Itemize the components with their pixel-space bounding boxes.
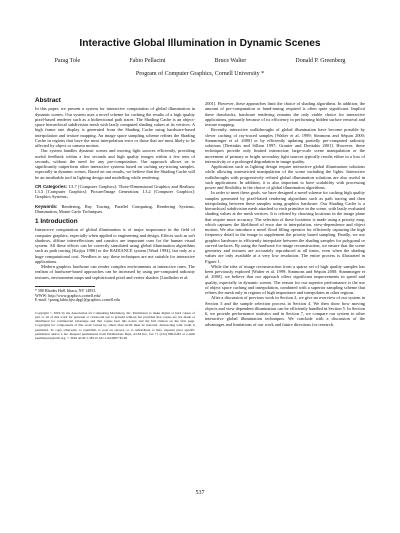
body-paragraph: Modern graphics hardware can render complex environments at interactive rates. The realism of hardware-based approaches can be increased by using pre-computed radiosity textures, environment maps and sophisticated pixel and vertex shaders [Lindholm et al.: [35, 264, 195, 280]
right-column: [205, 101, 365, 327]
body-paragraph: While the idea of image reconstruction from a sparse set of high quality samples has been previously explored [Walter et al. 1999; Simmons and Séquin 2000; Stamminger et al. 2000], we believe that our approach offers significant improvements in speed and quality, especially in dynamic scenes. The reason for our superior performance is the use of object space caching and interpolation, combined with a superior sampling scheme that refines the mesh only in regions of high importance and interpolates in other regions.: [205, 263, 365, 295]
cr-label: CR Categories:: [35, 183, 68, 189]
footnote-line: * 580 Rhodes Hall, Ithaca, NY 14853.: [35, 287, 97, 293]
section-heading: 1 Introduction: [35, 218, 78, 225]
body-paragraph: In order to meet these goals, we have designed a novel scheme for caching high quality samples generated by pixel-based rendering algorithms such as path tracing and then interpolating between these samples using graphics hardware. Our Shading Cache is a hierarchical subdivision mesh attached to each primitive in the scene, with lazily evaluated shading values at the mesh vertices. It is refined by choosing locations in the image plane that require more accuracy. The selection of these locations is made using a priority map, which captures the likelihood of error due to interpolation, view-dependence and object motion. We also introduce a novel flood filling operator for efficiently capturing the high frequency detail in the image to supplement the priority based sampling. Finally, we use graphics hardware to efficiently interpolate between the shading samples for polygonal or curved surfaces. By using the hardware for image reconstruction, we ensure that the scene geometry and textures are accurately reproduced at all times, even when the shading values are only available at a very low resolution. The entire process is illustrated in Figure 1.: [205, 190, 365, 264]
footnote-divider: [35, 286, 95, 287]
author-list: [30, 58, 370, 64]
author-name: Fabio Pellacini: [129, 58, 166, 64]
abstract-heading: Abstract: [35, 97, 61, 104]
left-column: [35, 98, 195, 340]
keywords-text: Rendering, Ray Tracing, Parallel Computing, Rendering Systems, Illumination, Monte Carlo Techniques: [35, 203, 195, 214]
copyright-notice: Copyright © 2002 by the Association for Computing Machinery, Inc. Permission to make digital or hard copies of part or all of this work for personal or classroom use is granted without fee provided that copies are not made or distributed for commercial advantage and that copies bear this notice and the full citation on the first page. Copyrights for components of this work owned by others than ACM must be honored. Abstracting with credit is permitted. To copy otherwise, to republish, to post on servers, or to redistribute to lists, requires prior specific permission and/or a fee. Request permissions from Permissions Dept, ACM Inc., fax +1 (212) 869-0481 or e-mail permissions@acm.org. © 2002 ACM 1-58113-521-1/02/0007 $5.00: [35, 311, 195, 340]
author-name: Bruce Walter: [214, 58, 247, 64]
body-paragraph: Interactive computation of global illumination is of major importance in the field of computer graphics, especially when applied to engineering and design. Effects such as soft shadows, diffuse interreflections and caustics are important cues for the human visual system. All these effects can be correctly simulated using global illumination algorithms such as path tracing [Kajiya 1986] or the RADIANCE system [Ward 1994], but only at a huge computational cost. Needless to say, these techniques are not suitable for interactive applications.: [35, 227, 195, 264]
body-paragraph: Applications such as lighting design require interactive global illumination solutions while allowing unrestricted manipulation of the scene including the lights. Interactive walkthroughs with progressively refined global illumination solutions are also useful in such applications. In addition, it is also important to have scalability with processing power and flexibility in the choice of global illumination algorithms.: [205, 164, 365, 190]
cr-categories: [35, 184, 195, 200]
abstract-paragraph: Our system handles dynamic scenes and moving light sources efficiently, providing useful feedback within a few seconds and high quality images within a few tens of seconds, without the need for any pre-computation. Our approach allows us to significantly outperform other interactive systems based on caching ray-tracing samples, especially in dynamic scenes. Based on our results, we believe that the Shading Cache will be an invaluable tool in lighting design and modelling while rendering.: [35, 148, 195, 180]
body-paragraph: After a discussion of previous work in Section 2, we give an overview of our system in Section 3 and the sample selection process in Section 4. We then show how moving objects and view dependent illumination can be efficiently handled in Section 5. In Section 6, we provide performance statistics and in Section 7, we compare our system to other interactive global illumination techniques. We conclude with a discussion of the advantages and limitations of our work and future directions for research.: [205, 295, 365, 327]
author-name: Parag Tole: [54, 58, 81, 64]
footnote-line: E-mail: {parag,fabio,bjw,dpg}@graphics.cornell.edu: [35, 297, 120, 303]
keywords-label: Keywords:: [35, 203, 58, 209]
body-paragraph: 2001]. However, these approaches limit the choice of shading algorithms. In addition, the amount of pre-computation or hand-tuning required is often quite significant. Implicit these drawbacks, hardware rendering remains the only viable choice for interactive applications, primarily because of its efficiency in performing hidden surface removal and texture mapping.: [205, 101, 365, 127]
body-paragraph: Recently, interactive walkthroughs of global illumination have become possible by clever caching of ray-traced samples [Walter et al. 1999; Simmons and Séquin 2000; Stamminger et al. 2000] or by efficiently updating partially pre-computed radiosity solutions [Drettakis and Sillion 1997; Granier and Drettakis 2001]. However, these techniques provide only limited interaction; large-scale scene manipulation or the movement of primary or bright secondary light sources typically results either in a loss of interactivity or a prolonged degradation in image quality.: [205, 127, 365, 164]
cr-text: I.3.7 [Computer Graphics]: Three-Dimensional Graphics and Realism; I.3.3 [Computer Graphics]: Picture/Image Generation; I.3.2 [Computer Graphics]: Graphics Systems;: [35, 183, 195, 200]
affiliation: Program of Computer Graphics, Cornell University *: [135, 71, 265, 77]
author-name: Donald P. Greenberg: [295, 58, 346, 64]
keywords: [35, 204, 195, 215]
footnote-line: WWW: http://www.graphics.cornell.edu/: [35, 292, 101, 298]
page-number: 537: [195, 490, 205, 496]
abstract-paragraph: In this paper, we present a system for interactive computation of global illumination in dynamic scenes. Our system uses a novel scheme for caching the results of a high quality pixel-based renderer such as a bidirectional path tracer. The Shading Cache is an object-space hierarchical subdivision mesh with lazily computed shading values at its vertices. A high frame rate display is generated from the Shading Cache using hardware-based interpolation and texture mapping. An image space sampling scheme refines the Shading Cache in regions that have the most interpolation error or those that are most likely to be affected by object or camera motion.: [35, 106, 195, 148]
footnote: [35, 289, 195, 303]
paper-title: Interactive Global Illumination in Dynamic Scenes: [79, 38, 321, 49]
